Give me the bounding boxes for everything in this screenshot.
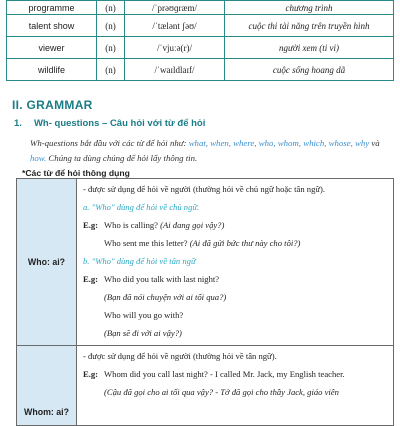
example-line bbox=[83, 237, 393, 255]
intro-text: Wh-questions bắt đầu với các từ để hỏi như: bbox=[30, 138, 187, 148]
who-label: Who: ai? bbox=[17, 179, 77, 346]
table-row bbox=[17, 179, 394, 346]
table-row bbox=[7, 59, 394, 81]
intro-paragraph bbox=[30, 136, 390, 166]
table-row bbox=[7, 15, 394, 37]
vocab-meaning: cuộc thi tài năng trên truyền hình bbox=[225, 15, 394, 37]
example-question: Whom did you call last night? - I called Mr. Jack, my English teacher. bbox=[104, 369, 345, 379]
vocab-word: talent show bbox=[7, 15, 97, 37]
example-line bbox=[83, 368, 393, 386]
vocab-word: viewer bbox=[7, 37, 97, 59]
vocab-word: wildlife bbox=[7, 59, 97, 81]
example-line bbox=[83, 219, 393, 237]
question-words: what, when, where, who, whom, which, whose, why bbox=[188, 138, 370, 148]
example-translation: (Bạn sẽ đi với ai vậy?) bbox=[104, 328, 182, 338]
example-translation: (Bạn đã nói chuyện với ai tối qua?) bbox=[104, 292, 227, 302]
intro-and: và bbox=[371, 138, 380, 148]
vocab-pos: (n) bbox=[97, 59, 125, 81]
whom-label: Whom: ai? bbox=[17, 346, 77, 426]
vocab-ipa: /ˈwaɪldlaɪf/ bbox=[125, 59, 225, 81]
section-heading: II. GRAMMAR bbox=[12, 98, 93, 112]
who-description: - được sử dụng để hỏi về người (thường hỏi về chủ ngữ hoặc tân ngữ). bbox=[83, 184, 326, 194]
who-object-heading: b. "Who" dùng để hỏi về tân ngữ bbox=[83, 256, 196, 266]
table-row bbox=[7, 1, 394, 15]
example-translation: (Cậu đã gọi cho ai tối qua vậy? - Tớ đã gọi cho thầy Jack, giáo viên bbox=[104, 387, 339, 397]
example-label: E.g: bbox=[83, 369, 99, 379]
vocab-pos: (n) bbox=[97, 37, 125, 59]
subsection-title bbox=[14, 118, 205, 129]
table-row bbox=[17, 346, 394, 426]
question-word-how: how. bbox=[30, 153, 47, 163]
whom-description: - được sử dụng để hỏi về người (thường hỏi về tân ngữ). bbox=[83, 351, 277, 361]
who-content bbox=[77, 179, 394, 346]
example-translation: (Ai đã gửi bức thư này cho tôi?) bbox=[189, 238, 301, 248]
example-question: Who sent me this letter? bbox=[104, 238, 188, 248]
vocab-ipa: /ˈtælənt ʃəʊ/ bbox=[125, 15, 225, 37]
vocab-pos: (n) bbox=[97, 1, 125, 15]
question-words-table bbox=[16, 178, 394, 426]
example-question: Who did you talk with last night? bbox=[104, 274, 220, 284]
vocab-ipa: /ˈvjuːə(r)/ bbox=[125, 37, 225, 59]
vocabulary-table bbox=[6, 0, 394, 81]
vocab-meaning: người xem (ti vi) bbox=[225, 37, 394, 59]
example-label: E.g: bbox=[83, 274, 99, 284]
example-translation: (Ai đang gọi vậy?) bbox=[160, 220, 225, 230]
vocab-meaning: chương trình bbox=[225, 1, 394, 15]
note-heading: *Các từ để hỏi thông dụng bbox=[22, 168, 130, 178]
example-label: E.g: bbox=[83, 220, 99, 230]
example-question: Who is calling? bbox=[104, 220, 158, 230]
vocab-meaning: cuộc sống hoang dã bbox=[225, 59, 394, 81]
table-row bbox=[7, 37, 394, 59]
example-line bbox=[83, 273, 393, 291]
example-question: Who will you go with? bbox=[104, 310, 184, 320]
intro-text-2: Chúng ta dùng chúng để hỏi lấy thông tin. bbox=[48, 153, 198, 163]
vocab-pos: (n) bbox=[97, 15, 125, 37]
vocab-ipa: /ˈprəʊɡræm/ bbox=[125, 1, 225, 15]
subsection-text: Wh- questions – Câu hỏi với từ để hỏi bbox=[33, 118, 206, 129]
who-subject-heading: a. "Who" dùng để hỏi về chủ ngữ. bbox=[83, 202, 200, 212]
subsection-number: 1. bbox=[14, 118, 22, 129]
whom-content bbox=[77, 346, 394, 426]
vocab-word: programme bbox=[7, 1, 97, 15]
